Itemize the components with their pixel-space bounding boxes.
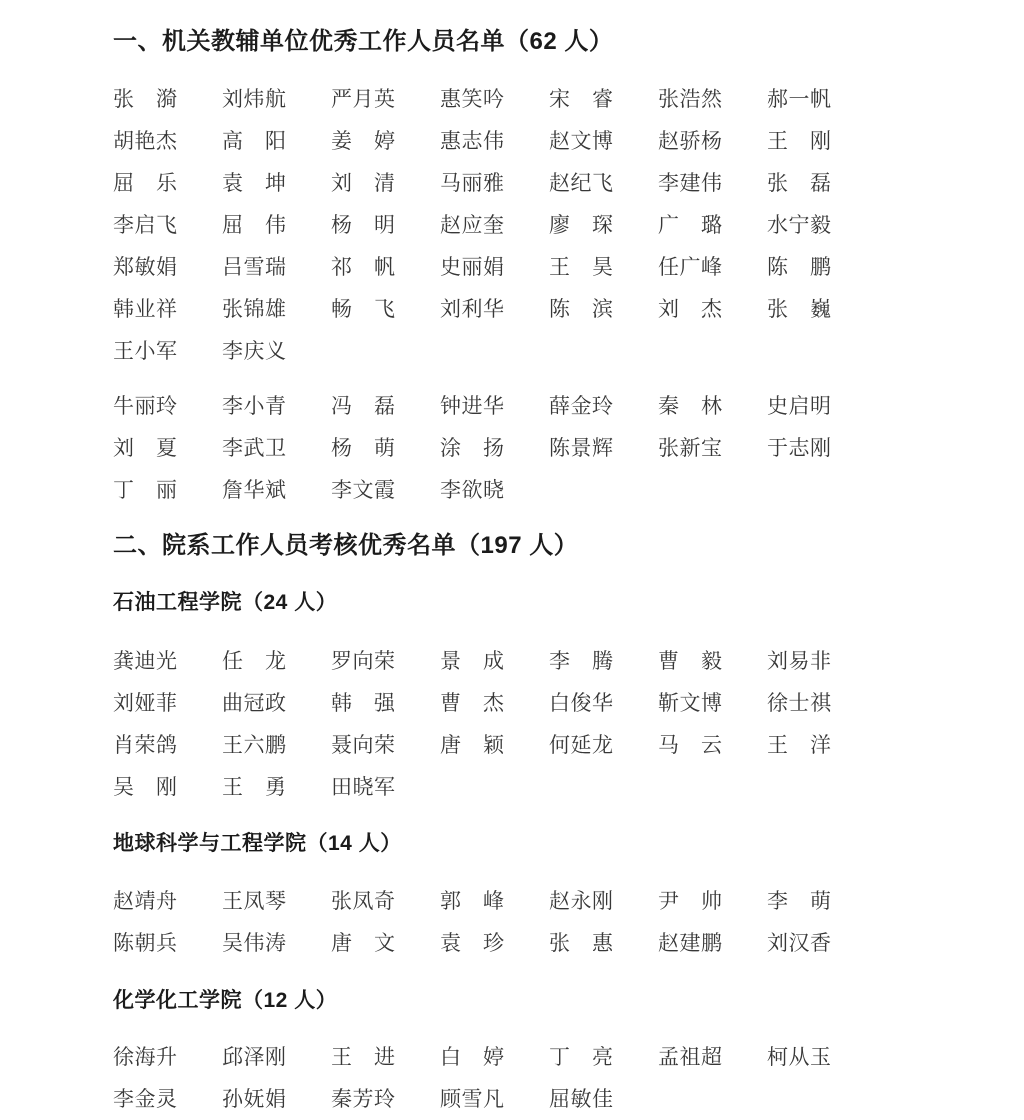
person-name: 李 武 卫: [222, 436, 286, 460]
person-name: 宋 睿: [549, 87, 613, 111]
person-name: 吴 伟 涛: [222, 931, 286, 955]
person-name: 任 广 峰: [658, 255, 722, 279]
person-name: 屈 伟: [222, 213, 286, 237]
person-name: 白 婷: [440, 1045, 504, 1069]
person-name: 陈 鹏: [767, 255, 831, 279]
person-name: 刘 利 华: [440, 297, 504, 321]
person-name: 杨 萌: [331, 436, 395, 460]
person-name: 李 金 灵: [113, 1087, 177, 1111]
subsection-petroleum-engineering-title: 石油工程学院（24 人）: [113, 591, 338, 614]
person-name: 胡 艳 杰: [113, 129, 177, 153]
person-name: 马 云: [658, 733, 722, 757]
person-name: 史 启 明: [767, 394, 831, 418]
person-name: 李 启 飞: [113, 213, 177, 237]
person-name: 吴 刚: [113, 775, 177, 799]
person-name: 祁 帆: [331, 255, 395, 279]
person-name: 柯 从 玉: [767, 1045, 831, 1069]
person-name: 广 璐: [658, 213, 722, 237]
person-name: 刘 娅 菲: [113, 691, 177, 715]
person-name: 杨 明: [331, 213, 395, 237]
person-name: 景 成: [440, 649, 504, 673]
person-name: 曹 毅: [658, 649, 722, 673]
section-1-name-group-2: [113, 395, 959, 501]
person-name: 顾 雪 凡: [440, 1087, 504, 1111]
person-name: 刘 杰: [658, 297, 722, 321]
person-name: 曹 杰: [440, 691, 504, 715]
person-name: 王 昊: [549, 255, 613, 279]
person-name: 赵 应 奎: [440, 213, 504, 237]
person-name: 王 小 军: [113, 339, 177, 363]
person-name: 唐 颖: [440, 733, 504, 757]
person-name: 冯 磊: [331, 394, 395, 418]
person-name: 涂 扬: [440, 436, 504, 460]
person-name: 詹 华 斌: [222, 478, 286, 502]
person-name: 刘 易 非: [767, 649, 831, 673]
person-name: 张 浩 然: [658, 87, 722, 111]
person-name: 赵 靖 舟: [113, 889, 177, 913]
person-name: 丁 亮: [549, 1045, 613, 1069]
section-1-name-group-1: [113, 88, 959, 362]
person-name: 罗 向 荣: [331, 649, 395, 673]
person-name: 李 庆 义: [222, 339, 286, 363]
person-name: 张 磊: [767, 171, 831, 195]
person-name: 张 惠: [549, 931, 613, 955]
person-name: 田 晓 军: [331, 775, 395, 799]
person-name: 李 萌: [767, 889, 831, 913]
section-1-title: 一、机关教辅单位优秀工作人员名单（62 人）: [113, 28, 614, 55]
person-name: 刘 清: [331, 171, 395, 195]
person-name: 袁 珍: [440, 931, 504, 955]
person-name: 史 丽 娟: [440, 255, 504, 279]
person-name: 靳 文 博: [658, 691, 722, 715]
person-name: 陈 景 辉: [549, 436, 613, 460]
person-name: 张 漪: [113, 87, 177, 111]
person-name: 刘 炜 航: [222, 87, 286, 111]
person-name: 李 建 伟: [658, 171, 722, 195]
person-name: 袁 坤: [222, 171, 286, 195]
person-name: 张 凤 奇: [331, 889, 395, 913]
person-name: 王 洋: [767, 733, 831, 757]
person-name: 郝 一 帆: [767, 87, 831, 111]
person-name: 刘 夏: [113, 436, 177, 460]
person-name: 唐 文: [331, 931, 395, 955]
person-name: 赵 永 刚: [549, 889, 613, 913]
person-name: 廖 琛: [549, 213, 613, 237]
person-name: 徐 士 祺: [767, 691, 831, 715]
section-2-title: 二、院系工作人员考核优秀名单（197 人）: [113, 532, 579, 559]
person-name: 王 刚: [767, 129, 831, 153]
person-name: 龚 迪 光: [113, 649, 177, 673]
person-name: 薛 金 玲: [549, 394, 613, 418]
subsection-chemistry-title: 化学化工学院（12 人）: [113, 989, 338, 1012]
person-name: 李 小 青: [222, 394, 286, 418]
person-name: 陈 滨: [549, 297, 613, 321]
person-name: 屈 敏 佳: [549, 1087, 613, 1111]
person-name: 严 月 英: [331, 87, 395, 111]
person-name: 畅 飞: [331, 297, 395, 321]
subsection-petroleum-engineering-names: [113, 650, 959, 798]
person-name: 李 文 霞: [331, 478, 395, 502]
subsection-chemistry-names: [113, 1046, 959, 1110]
person-name: 任 龙: [222, 649, 286, 673]
person-name: 牛 丽 玲: [113, 394, 177, 418]
person-name: 韩 业 祥: [113, 297, 177, 321]
person-name: 徐 海 升: [113, 1045, 177, 1069]
person-name: 曲 冠 政: [222, 691, 286, 715]
person-name: 刘 汉 香: [767, 931, 831, 955]
person-name: 邱 泽 刚: [222, 1045, 286, 1069]
person-name: 张 巍: [767, 297, 831, 321]
person-name: 赵 纪 飞: [549, 171, 613, 195]
person-name: 李 腾: [549, 649, 613, 673]
person-name: 尹 帅: [658, 889, 722, 913]
person-name: 王 进: [331, 1045, 395, 1069]
person-name: 秦 芳 玲: [331, 1087, 395, 1111]
person-name: 张 新 宝: [658, 436, 722, 460]
person-name: 王 六 鹏: [222, 733, 286, 757]
person-name: 白 俊 华: [549, 691, 613, 715]
person-name: 惠 志 伟: [440, 129, 504, 153]
person-name: 于 志 刚: [767, 436, 831, 460]
person-name: 郭 峰: [440, 889, 504, 913]
person-name: 李 欲 晓: [440, 478, 504, 502]
person-name: 姜 婷: [331, 129, 395, 153]
person-name: 赵 文 博: [549, 129, 613, 153]
person-name: 惠 笑 吟: [440, 87, 504, 111]
person-name: 郑 敏 娟: [113, 255, 177, 279]
subsection-earth-science-names: [113, 890, 959, 954]
person-name: 赵 建 鹏: [658, 931, 722, 955]
person-name: 陈 朝 兵: [113, 931, 177, 955]
person-name: 肖 荣 鸽: [113, 733, 177, 757]
person-name: 孟 祖 超: [658, 1045, 722, 1069]
person-name: 张 锦 雄: [222, 297, 286, 321]
person-name: 聂 向 荣: [331, 733, 395, 757]
person-name: 王 勇: [222, 775, 286, 799]
person-name: 丁 丽: [113, 478, 177, 502]
person-name: 秦 林: [658, 394, 722, 418]
person-name: 马 丽 雅: [440, 171, 504, 195]
person-name: 水 宁 毅: [767, 213, 831, 237]
person-name: 高 阳: [222, 129, 286, 153]
person-name: 王 凤 琴: [222, 889, 286, 913]
person-name: 吕 雪 瑞: [222, 255, 286, 279]
person-name: 韩 强: [331, 691, 395, 715]
person-name: 屈 乐: [113, 171, 177, 195]
person-name: 钟 进 华: [440, 394, 504, 418]
subsection-earth-science-title: 地球科学与工程学院（14 人）: [113, 832, 402, 855]
person-name: 何 延 龙: [549, 733, 613, 757]
person-name: 赵 骄 杨: [658, 129, 722, 153]
person-name: 孙 妩 娟: [222, 1087, 286, 1111]
